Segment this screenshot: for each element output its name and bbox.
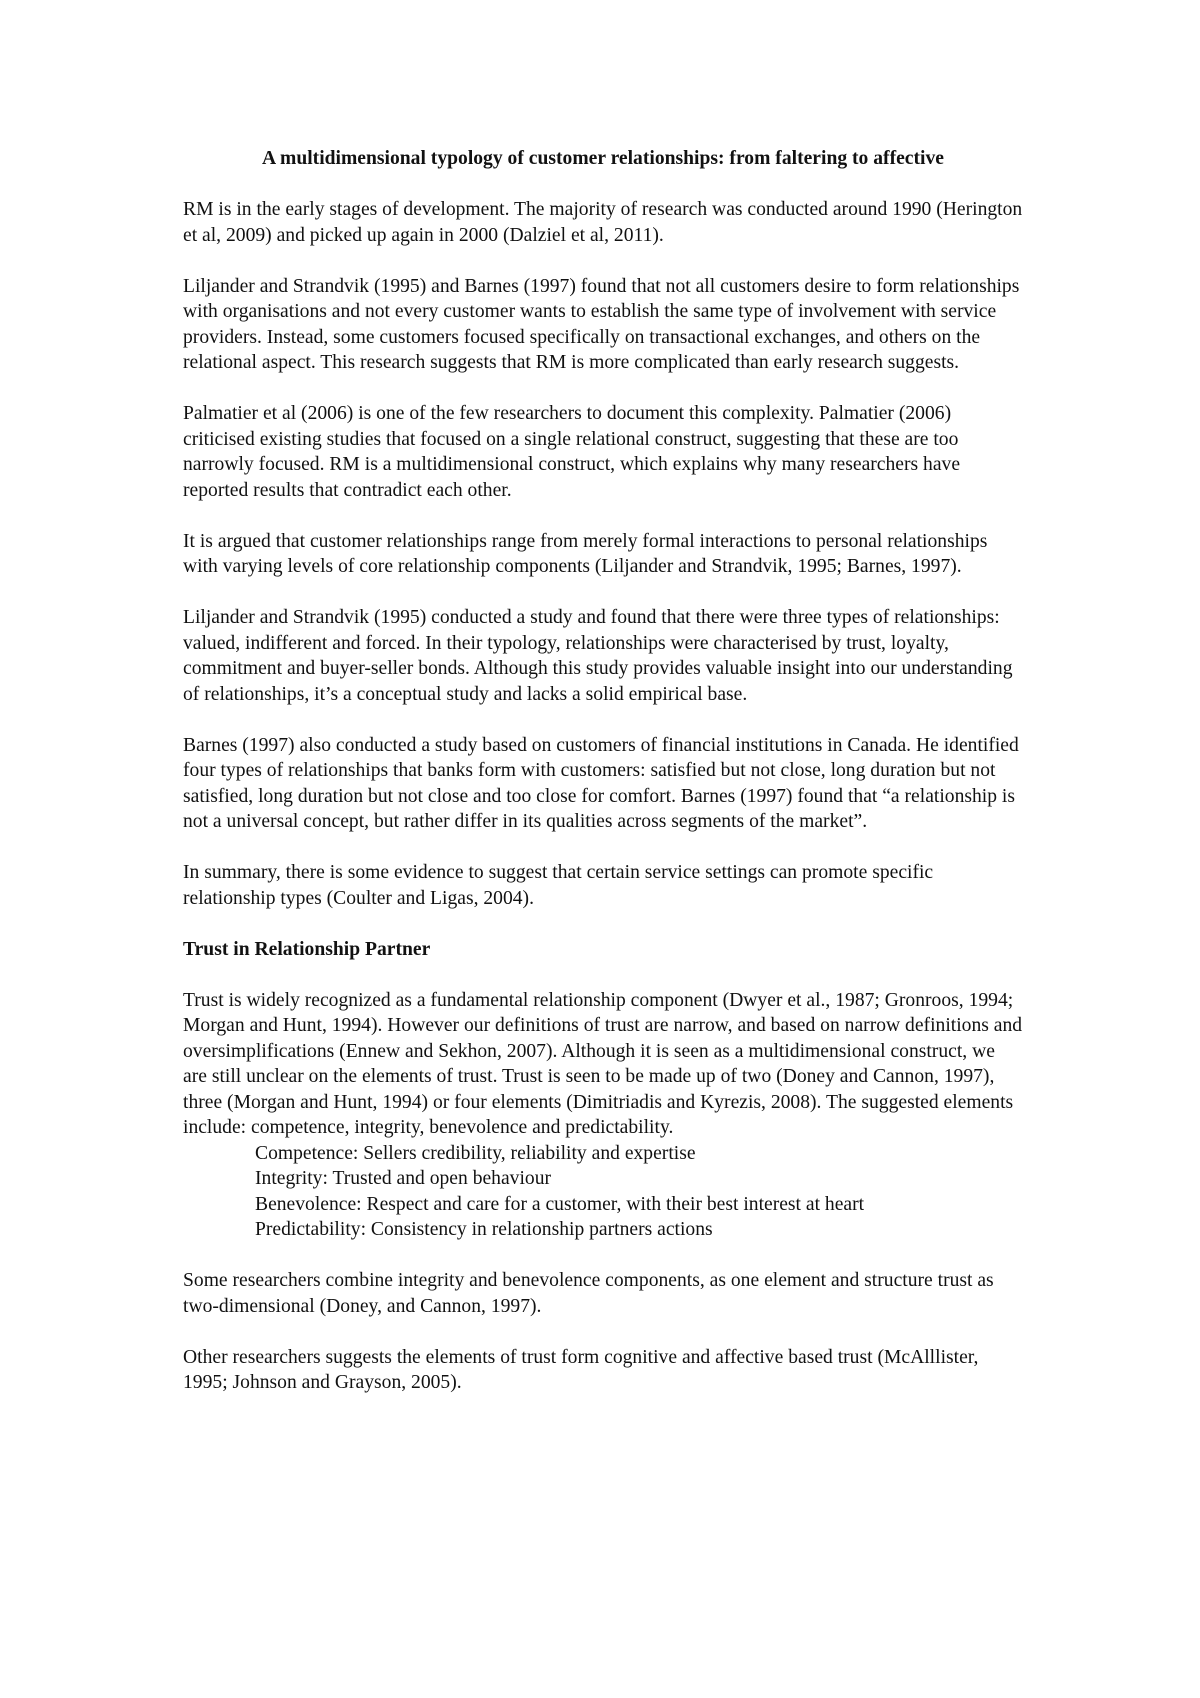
paragraph-liljander-typology: Liljander and Strandvik (1995) conducted a study and found that there were three types of relationships: valued, indifferent and forced. In their typology, relationships were characterised by trust, loyalty, commitment and buyer-seller bonds. Although this study provides valuable insight into our understanding of relationships, it’s a conceptual study and lacks a solid empirical base.	[183, 607, 1013, 705]
paragraph-palmatier: Palmatier et al (2006) is one of the few researchers to document this complexity. Palmatier (2006) criticised existing studies that focused on a single relational construct, suggesting that these are too narrowly focused. RM is a multidimensional construct, which explains why many researchers have reported results that contradict each other.	[183, 403, 961, 501]
paragraph-customer-desire: Liljander and Strandvik (1995) and Barnes (1997) found that not all customers desire to form relationships with organisations and not every customer wants to establish the same type of involvement with service providers. Instead, some customers focused specifically on transactional exchanges, and others on the relational aspect. This research suggests that RM is more complicated than early research suggests.	[183, 275, 1020, 373]
paragraph-barnes-study: Barnes (1997) also conducted a study based on customers of financial institutions in Canada. He identified four types of relationships that banks form with customers: satisfied but not close, long duration but not satisfied, long duration but not close and too close for comfort. Barnes (1997) found that “a relationship is not a universal concept, but rather differ in its qualities across segments of the market”.	[183, 734, 1019, 832]
section-heading-trust: Trust in Relationship Partner	[183, 938, 431, 960]
document-body	[183, 146, 1023, 1421]
paragraph-trust-intro: Trust is widely recognized as a fundamental relationship component (Dwyer et al., 1987; Gronroos, 1994; Morgan and Hunt, 1994). However our definitions of trust are narrow, and based on narrow definitions and oversimplifications (Ennew and Sekhon, 2007). Although it is seen as a multidimensional construct, we are still unclear on the elements of trust. Trust is seen to be made up of two (Doney and Cannon, 1997), three (Morgan and Hunt, 1994) or four elements (Dimitriadis and Kyrezis, 2008). The suggested elements include: competence, integrity, benevolence and predictability.	[183, 989, 1023, 1138]
document-title: A multidimensional typology of customer relationships: from faltering to affective	[262, 148, 944, 169]
paragraph-rm-early-stages: RM is in the early stages of development. The majority of research was conducted around 1990 (Herington et al, 2009) and picked up again in 2000 (Dalziel et al, 2011).	[183, 199, 1023, 246]
trust-elements-list	[183, 1141, 1023, 1243]
paragraph-summary: In summary, there is some evidence to suggest that certain service settings can promote specific relationship types (Coulter and Ligas, 2004).	[183, 862, 934, 909]
paragraph-two-dimensional: Some researchers combine integrity and benevolence components, as one element and structure trust as two-dimensional (Doney, and Cannon, 1997).	[183, 1270, 994, 1317]
paragraph-relationship-range: It is argued that customer relationships range from merely formal interactions to personal relationships with varying levels of core relationship components (Liljander and Strandvik, 1995; Barnes, 1997).	[183, 530, 988, 577]
list-item-predictability: Predictability: Consistency in relationship partners actions	[255, 1219, 713, 1240]
list-item-integrity: Integrity: Trusted and open behaviour	[255, 1168, 552, 1189]
list-item-competence: Competence: Sellers credibility, reliability and expertise	[255, 1142, 696, 1164]
list-item-benevolence: Benevolence: Respect and care for a customer, with their best interest at heart	[255, 1193, 865, 1215]
paragraph-cognitive-affective: Other researchers suggests the elements of trust form cognitive and affective based trust (McAlllister, 1995; Johnson and Grayson, 2005).	[183, 1346, 979, 1393]
